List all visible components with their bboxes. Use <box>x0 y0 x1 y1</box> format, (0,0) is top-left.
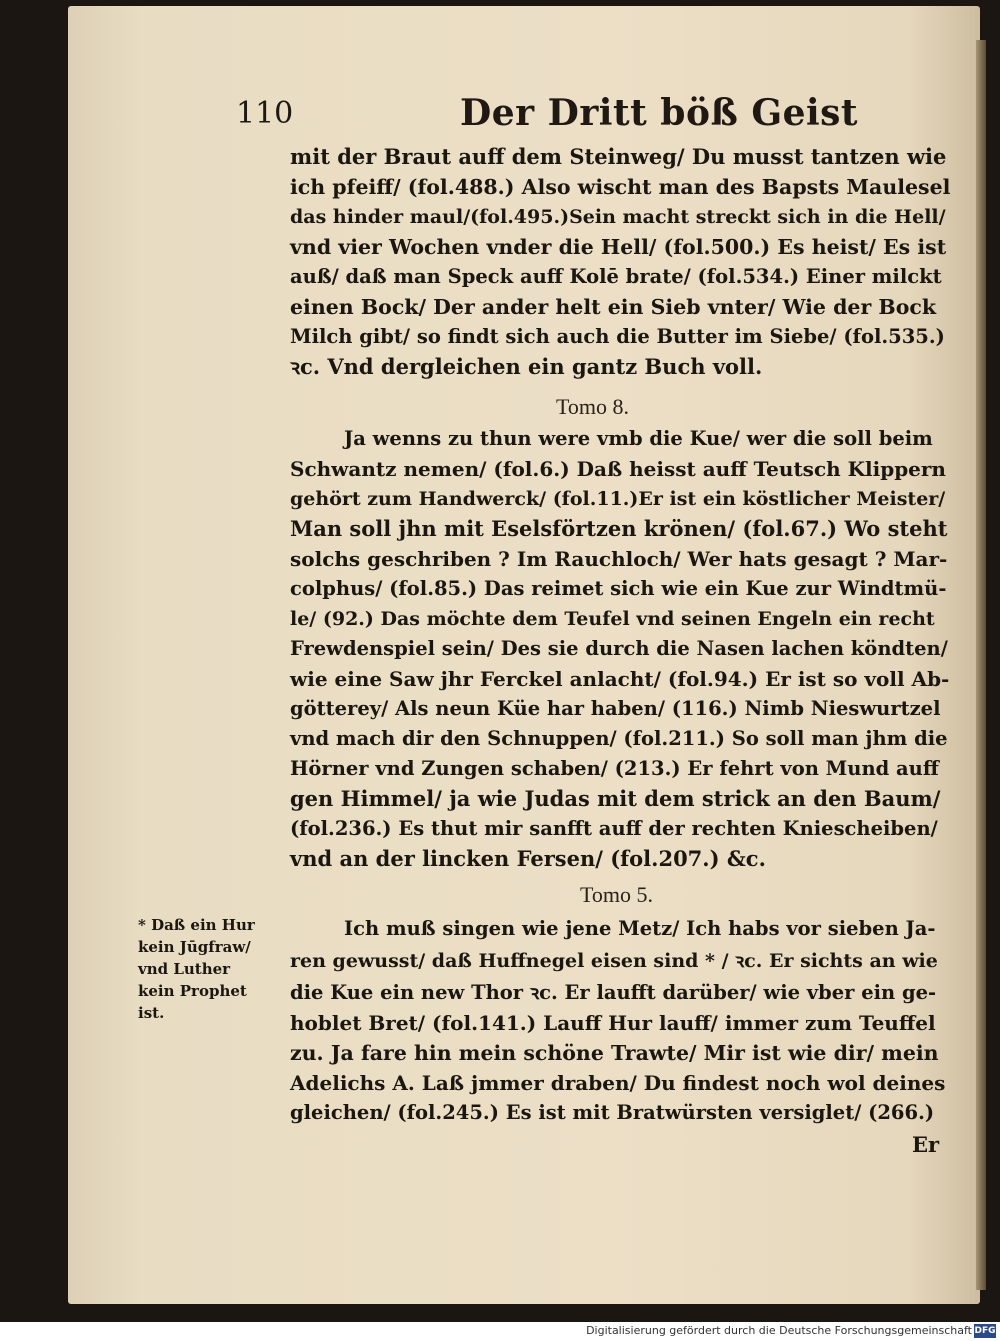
text-line: Hörner vnd Zungen schaben/ (213.) Er fehrt von Mund auff <box>290 757 939 780</box>
page-edge-shadow <box>976 40 986 1290</box>
text-line: solchs geschriben ? Im Rauchloch/ Wer hats gesagt ? Mar- <box>290 547 948 571</box>
text-line: Ich muß singen wie jene Metz/ Ich habs vor sieben Ja- <box>344 917 936 940</box>
text-line: vnd mach dir den Schnuppen/ (fol.211.) So soll man jhm die <box>290 727 948 750</box>
text-line: le/ (92.) Das möchte dem Teufel vnd seinen Engeln ein recht <box>290 608 935 630</box>
margin-note-line: ist. <box>138 1004 165 1022</box>
funding-notice: Digitalisierung gefördert durch die Deutsche Forschungsgemeinschaft <box>586 1324 972 1337</box>
footer-bar <box>0 1322 1000 1341</box>
text-line: hoblet Bret/ (fol.141.) Lauff Hur lauff/ immer zum Teuffel <box>290 1011 936 1035</box>
text-line: zu. Ja fare hin mein schöne Trawte/ Mir ist wie dir/ mein <box>290 1041 939 1065</box>
text-line: Milch gibt/ so findt sich auch die Butter im Siebe/ (fol.535.) <box>290 325 945 348</box>
text-line: ren gewusst/ daß Huffnegel eisen sind * / ꝛc. Er sichts an wie <box>290 950 938 972</box>
text-line: auß/ daß man Speck auff Kolē brate/ (fol.534.) Einer milckt <box>290 265 942 288</box>
section-heading-tomo-5: Tomo 5. <box>580 882 654 907</box>
text-line: colphus/ (fol.85.) Das reimet sich wie ein Kue zur Windtmü- <box>290 577 947 600</box>
margin-note-line: * Daß ein Hur <box>138 916 255 934</box>
text-line: Schwantz nemen/ (fol.6.) Daß heisst auff Teutsch Klippern <box>290 457 946 481</box>
text-line: Adelichs A. Laß jmmer draben/ Du findest noch wol deines <box>290 1071 946 1095</box>
margin-note-line: kein Prophet <box>138 982 247 1000</box>
text-line: einen Bock/ Der ander helt ein Sieb vnter/ Wie der Bock <box>290 295 937 319</box>
text-line: das hinder maul/(fol.495.)Sein macht streckt sich in die Hell/ <box>290 206 946 228</box>
text-line: götterey/ Als neun Küe har haben/ (116.) Nimb Nieswurtzel <box>290 697 941 720</box>
text-line: vnd an der lincken Fersen/ (fol.207.) &c. <box>290 846 766 871</box>
text-line: Man soll jhn mit Eselsförtzen krönen/ (fol.67.) Wo steht <box>290 516 948 541</box>
text-line: ꝛc. Vnd dergleichen ein gantz Buch voll. <box>290 354 763 379</box>
text-line: mit der Braut auff dem Steinweg/ Du musst tantzen wie <box>290 144 947 169</box>
text-line: ich pfeiff/ (fol.488.) Also wischt man des Bapsts Maulesel <box>290 175 951 199</box>
margin-note-line: kein Jūgfraw/ <box>138 938 251 956</box>
text-line: gleichen/ (fol.245.) Es ist mit Bratwürsten versiglet/ (266.) <box>290 1101 935 1124</box>
text-line: (fol.236.) Es thut mir sanfft auff der rechten Kniescheiben/ <box>290 817 938 840</box>
margin-note-line: vnd Luther <box>138 960 231 978</box>
dfg-logo: DFG <box>974 1326 996 1336</box>
text-line: Frewdenspiel sein/ Des sie durch die Nasen lachen köndten/ <box>290 637 948 660</box>
text-line: Ja wenns zu thun were vmb die Kue/ wer die soll beim <box>344 427 933 450</box>
text-line: wie eine Saw jhr Ferckel anlacht/ (fol.94.) Er ist so voll Ab- <box>290 667 950 691</box>
running-head: Der Dritt böß Geist <box>460 92 859 134</box>
text-line: gen Himmel/ ja wie Judas mit dem strick an den Baum/ <box>290 786 941 811</box>
text-line: vnd vier Wochen vnder die Hell/ (fol.500.) Es heist/ Es ist <box>290 235 947 259</box>
page-number: 110 <box>236 96 294 131</box>
catchword: Er <box>912 1132 940 1157</box>
text-line: die Kue ein new Thor ꝛc. Er laufft darüber/ wie vber ein ge- <box>290 981 937 1004</box>
text-line: gehört zum Handwerck/ (fol.11.)Er ist ein köstlicher Meister/ <box>290 488 946 510</box>
section-heading-tomo-8: Tomo 8. <box>556 394 630 419</box>
page-header <box>0 92 1000 136</box>
